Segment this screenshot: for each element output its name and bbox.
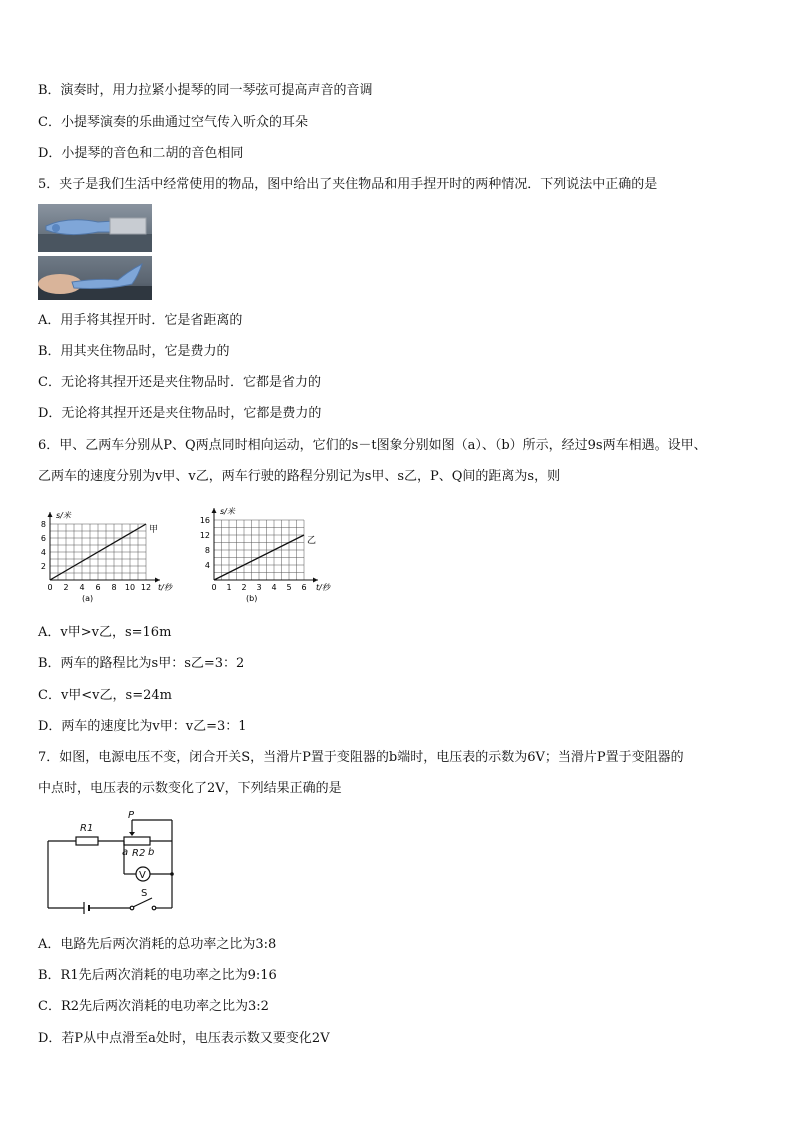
x-tick-label: 4 (79, 583, 85, 592)
series-label: 乙 (307, 536, 317, 546)
y-tick-label: 16 (199, 516, 210, 525)
q7-option-c: C．R2先后两次消耗的电功率之比为3:2 (38, 999, 269, 1014)
q6-stem-line2: 乙两车的速度分别为v甲、v乙，两车行驶的路程分别记为s甲、s乙，P、Q间的距离为s，则 (38, 469, 561, 484)
x-tick-label: 6 (301, 583, 307, 592)
q5-stem: 5．夹子是我们生活中经常使用的物品，图中给出了夹住物品和用手捏开时的两种情况．下列说法中正确的是 (38, 177, 658, 192)
table-surface (38, 234, 152, 252)
label-s: S (141, 888, 148, 899)
q6-option-c: C．v甲<v乙，s=24m (38, 688, 172, 703)
x-tick-label: 2 (241, 583, 247, 592)
y-tick-label: 4 (40, 548, 46, 557)
x-tick-label: 5 (286, 583, 292, 592)
clip-holding-photo (38, 204, 152, 252)
q5-option-c: C．无论将其捏开还是夹住物品时．它都是省力的 (38, 375, 321, 390)
x-tick-label: 0 (47, 583, 53, 592)
x-tick-label: 2 (63, 583, 69, 592)
label-r1: R1 (80, 823, 94, 834)
switch-arm (133, 898, 152, 907)
x-axis-label: t/秒 (158, 583, 172, 592)
slider-arrow-icon (129, 832, 135, 836)
x-tick-label: 6 (95, 583, 101, 592)
q5-option-d: D．无论将其捏开还是夹住物品时，它都是费力的 (38, 406, 322, 421)
y-tick-label: 12 (199, 531, 210, 540)
clip-opened (72, 264, 142, 289)
y-axis-arrow (48, 512, 53, 517)
clip-holding-illustration (38, 204, 152, 252)
y-tick-label: 2 (40, 562, 46, 571)
q7-option-b: B．R1先后两次消耗的电功率之比为9:16 (38, 968, 277, 983)
q4-option-b: B．演奏时，用力拉紧小提琴的同一琴弦可提高声音的音调 (38, 83, 373, 98)
y-axis-label: s/米 (220, 507, 235, 516)
y-axis-label: s/米 (56, 511, 71, 520)
chart-a (34, 500, 184, 610)
label-r2: R2 (132, 848, 146, 859)
clip-pressing-illustration (38, 256, 152, 300)
series-label: 甲 (149, 525, 159, 535)
x-tick-label: 1 (226, 583, 232, 592)
x-tick-label: 10 (124, 583, 136, 592)
q7-option-a: A．电路先后两次消耗的总功率之比为3:8 (38, 937, 277, 952)
y-tick-label: 6 (40, 534, 46, 543)
q4-option-d: D．小提琴的音色和二胡的音色相同 (38, 146, 244, 161)
junction-dot (170, 872, 174, 876)
y-tick-label: 8 (204, 546, 210, 555)
circuit-diagram (40, 808, 190, 918)
q7-option-d: D．若P从中点滑至a处时，电压表示数又要变化2V (38, 1031, 330, 1046)
q5-option-a: A．用手将其捏开时．它是省距离的 (38, 313, 243, 328)
held-object (110, 218, 146, 234)
x-tick-label: 8 (111, 583, 117, 592)
q6-option-a: A．v甲>v乙，s=16m (38, 625, 172, 640)
clip-hole (52, 224, 60, 232)
clip-pressing-photo (38, 256, 152, 300)
q4-option-c: C．小提琴演奏的乐曲通过空气传入听众的耳朵 (38, 115, 308, 130)
y-tick-label: 8 (40, 520, 46, 529)
q7-stem-line1: 7．如图，电源电压不变，闭合开关S，当滑片P置于变阻器的b端时，电压表的示数为6V；当滑片P置于变阻器的 (38, 750, 684, 765)
label-p: P (128, 810, 135, 821)
resistor-r2 (124, 837, 150, 845)
chart-caption: (b) (246, 594, 258, 603)
chart-caption: (a) (82, 594, 94, 603)
x-axis-label: t/秒 (316, 583, 330, 592)
x-tick-label: 12 (140, 583, 152, 592)
chart-b (190, 498, 350, 610)
x-axis-arrow (313, 578, 318, 583)
x-tick-label: 0 (211, 583, 217, 592)
label-a: a (122, 847, 129, 858)
q6-option-b: B．两车的路程比为s甲：s乙=3：2 (38, 656, 245, 671)
resistor-r1 (76, 837, 98, 845)
y-axis-arrow (212, 508, 217, 513)
label-b: b (148, 847, 155, 858)
x-tick-label: 3 (256, 583, 262, 592)
q6-option-d: D．两车的速度比为v甲：v乙=3：1 (38, 719, 247, 734)
y-tick-label: 4 (204, 561, 210, 570)
switch-contact-right (152, 906, 156, 910)
q5-option-b: B．用其夹住物品时，它是费力的 (38, 344, 230, 359)
voltmeter-label: V (139, 870, 146, 881)
x-tick-label: 4 (271, 583, 277, 592)
x-axis-arrow (155, 578, 160, 583)
q7-stem-line2: 中点时，电压表的示数变化了2V，下列结果正确的是 (38, 781, 342, 796)
q6-stem-line1: 6．甲、乙两车分别从P、Q两点同时相向运动，它们的s－t图象分别如图（a）、（b）所示，经过9s两车相遇。设甲、 (38, 438, 707, 453)
